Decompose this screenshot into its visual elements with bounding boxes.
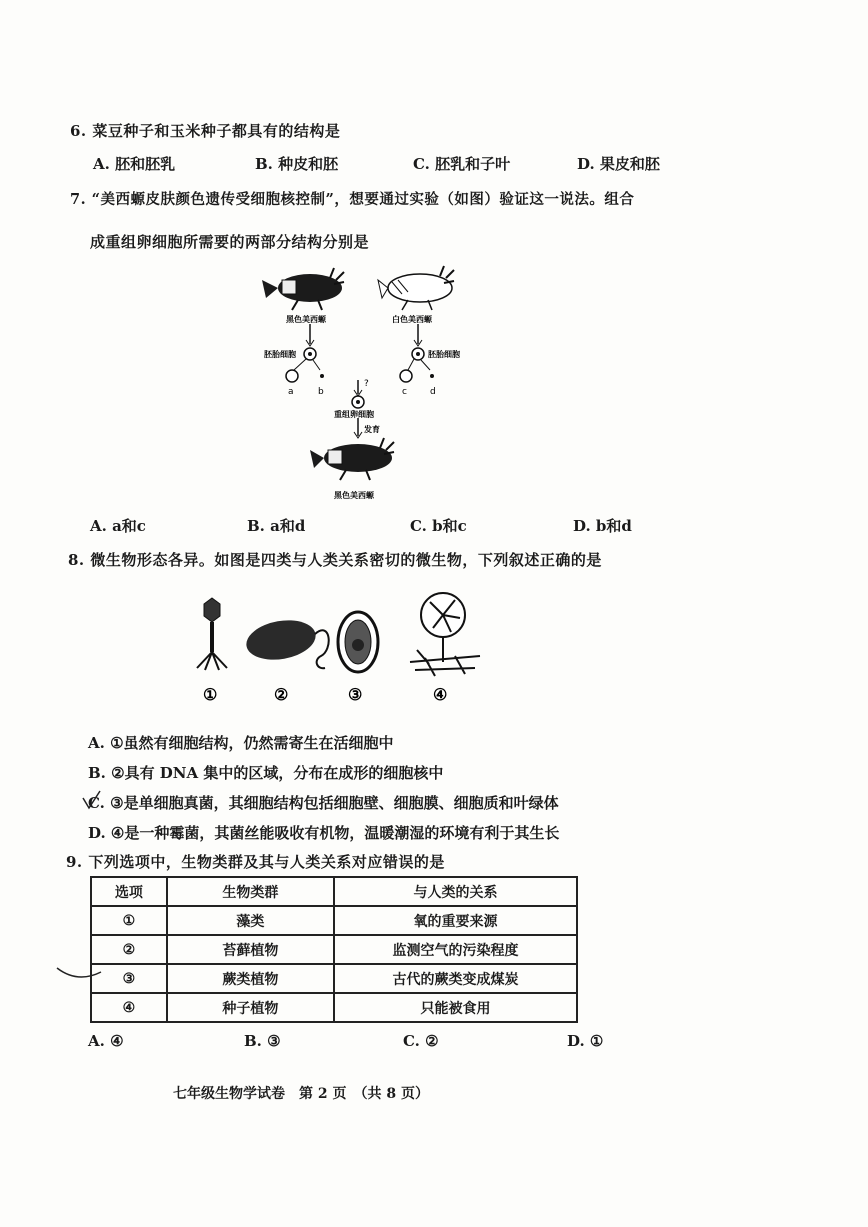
bacterium-icon — [243, 615, 328, 668]
label-embryo-right: 胚胎细胞 — [428, 350, 460, 359]
q6-option-d: D. 果皮和胚 — [577, 155, 660, 173]
label-develop: 发育 — [364, 425, 380, 434]
label-embryo-left: 胚胎细胞 — [264, 350, 296, 359]
q9-stem: 9. 下列选项中，生物类群及其与人类关系对应错误的是 — [66, 853, 445, 871]
q6-option-a: A. 胚和胚乳 — [93, 155, 176, 173]
table-row — [91, 935, 577, 964]
page-footer: 七年级生物学试卷 第 2 页 （共 8 页） — [173, 1086, 429, 1102]
q7-stem-line1: 7. “美西螈皮肤颜色遗传受细胞核控制”，想要通过实验（如图）验证这一说法。组合 — [70, 191, 635, 208]
label-result-axolotl: 黑色美西螈 — [334, 491, 374, 500]
q8-option-d: D. ④是一种霉菌，其菌丝能吸收有机物，温暖潮湿的环境有利于其生长 — [88, 824, 560, 842]
label-question-mark: ? — [364, 379, 369, 389]
yeast-cell-icon — [338, 612, 378, 672]
axolotl-experiment-figure — [260, 258, 480, 508]
figure-label-2: ② — [274, 685, 289, 704]
q8-stem: 8. 微生物形态各异。如图是四类与人类关系密切的微生物，下列叙述正确的是 — [68, 551, 602, 569]
q8-option-a: A. ①虽然有细胞结构，仍然需寄生在活细胞中 — [88, 734, 394, 752]
table-cell: ① — [91, 906, 167, 935]
figure-label-4: ④ — [433, 685, 448, 704]
result-axolotl-icon — [310, 438, 394, 480]
label-letter-c: c — [402, 387, 407, 397]
q9-option-b: B. ③ — [244, 1032, 281, 1050]
header-option: 选项 — [91, 877, 167, 906]
q9-option-a: A. ④ — [88, 1032, 124, 1050]
table-cell: 氧的重要来源 — [334, 906, 577, 935]
header-group: 生物类群 — [167, 877, 334, 906]
table-cell: ③ — [91, 964, 167, 993]
white-axolotl-icon — [378, 266, 454, 310]
label-letter-a: a — [288, 387, 294, 397]
handwritten-check-mark — [80, 788, 104, 812]
table-cell: 监测空气的污染程度 — [334, 935, 577, 964]
header-relation: 与人类的关系 — [334, 877, 577, 906]
table-row — [91, 993, 577, 1022]
q7-option-d: D. b和d — [573, 517, 632, 535]
table-cell: 苔藓植物 — [167, 935, 334, 964]
label-recombined-egg: 重组卵细胞 — [334, 410, 374, 419]
handwritten-curve-mark — [55, 962, 105, 986]
label-white-axolotl: 白色美西螈 — [392, 315, 432, 324]
q6-option-c: C. 胚乳和子叶 — [413, 155, 511, 173]
q9-table — [90, 876, 578, 1023]
label-black-axolotl: 黑色美西螈 — [286, 315, 326, 324]
microorganisms-figure — [185, 590, 485, 705]
table-cell: 种子植物 — [167, 993, 334, 1022]
figure-label-1: ① — [203, 685, 218, 704]
q7-option-b: B. a和d — [247, 517, 306, 535]
q6-stem: 6. 菜豆种子和玉米种子都具有的结构是 — [70, 122, 341, 140]
q6-option-b: B. 种皮和胚 — [255, 155, 339, 173]
q8-option-c: C. ③是单细胞真菌，其细胞结构包括细胞壁、细胞膜、细胞质和叶绿体 — [88, 794, 559, 812]
q7-option-c: C. b和c — [410, 517, 467, 535]
table-row — [91, 964, 577, 993]
table-row — [91, 906, 577, 935]
table-cell: 只能被食用 — [334, 993, 577, 1022]
q9-option-c: C. ② — [403, 1032, 439, 1050]
black-axolotl-icon — [262, 268, 344, 310]
q7-option-a: A. a和c — [90, 517, 146, 535]
q9-option-d: D. ① — [567, 1032, 604, 1050]
table-cell: 古代的蕨类变成煤炭 — [334, 964, 577, 993]
table-cell: ② — [91, 935, 167, 964]
table-cell: 藻类 — [167, 906, 334, 935]
label-letter-d: d — [430, 387, 436, 397]
label-letter-b: b — [318, 387, 324, 397]
mold-icon — [410, 593, 480, 676]
table-cell: 蕨类植物 — [167, 964, 334, 993]
q8-option-b: B. ②具有 DNA 集中的区域，分布在成形的细胞核中 — [88, 764, 444, 782]
bacteriophage-icon — [197, 598, 227, 670]
table-header-row — [91, 877, 577, 906]
table-cell: ④ — [91, 993, 167, 1022]
figure-label-3: ③ — [348, 685, 363, 704]
q7-stem-line2: 成重组卵细胞所需要的两部分结构分别是 — [90, 233, 370, 251]
